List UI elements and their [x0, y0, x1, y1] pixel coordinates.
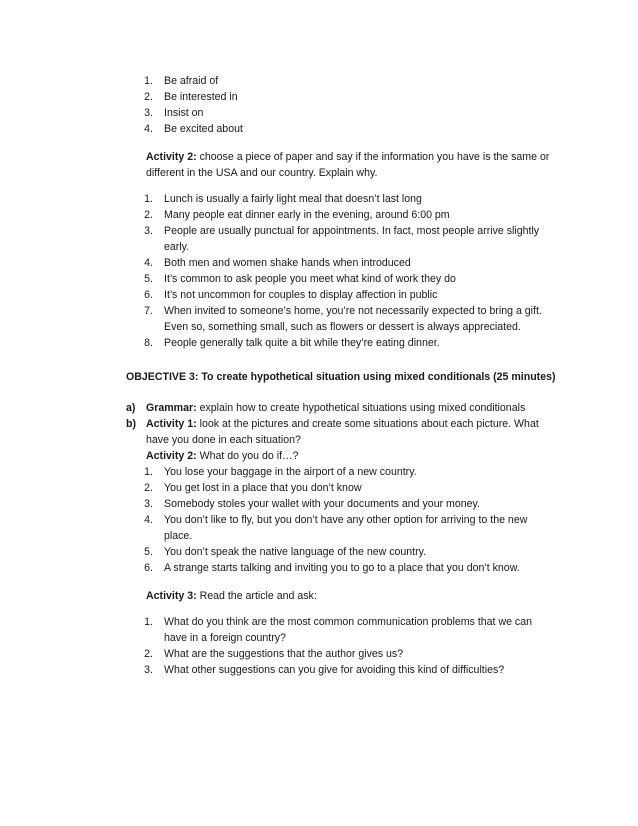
list-number: 4. [144, 514, 153, 526]
activity-text: choose a piece of paper and say if the information you have is the same or [196, 151, 550, 163]
list-item: Somebody stoles your wallet with your documents and your money. [164, 498, 481, 510]
list-number: 7. [144, 305, 153, 317]
list-item: A strange starts talking and inviting you to go to a place that you don’t know. [164, 562, 520, 574]
section-a-line [146, 400, 525, 416]
list-number: 2. [144, 648, 153, 660]
list-item: What are the suggestions that the author gives us? [164, 648, 404, 660]
activity-text: Read the article and ask: [196, 590, 317, 602]
list-number: 2. [144, 482, 153, 494]
list-number: 6. [144, 289, 153, 301]
list-item: You don’t speak the native language of the new country. [164, 546, 427, 558]
list-number: 3. [144, 225, 153, 237]
activity-text: What do you do if…? [196, 450, 299, 462]
list-item: You get lost in a place that you don’t know [164, 482, 362, 494]
list-item: What do you think are the most common communication problems that we can [164, 616, 533, 628]
list-item-continuation: Even so, something small, such as flowers or dessert is always appreciated. [164, 321, 521, 333]
activity-label: Activity 2: [146, 450, 197, 462]
list-number: 1. [144, 193, 153, 205]
list-item: You lose your baggage in the airport of a new country. [164, 466, 417, 478]
list-number: 3. [144, 498, 153, 510]
activity2-intro-line1 [146, 149, 549, 165]
list-number: 6. [144, 562, 153, 574]
list-item: What other suggestions can you give for avoiding this kind of difficulties? [164, 664, 505, 676]
list-number: 1. [144, 616, 153, 628]
list-number: 1. [144, 75, 153, 87]
grammar-text: explain how to create hypothetical situations using mixed conditionals [196, 402, 526, 414]
list-item: Lunch is usually a fairly light meal that doesn’t last long [164, 193, 422, 205]
list-number: 8. [144, 337, 153, 349]
list-number: 1. [144, 466, 153, 478]
list-item: You don’t like to fly, but you don’t have any other option for arriving to the new [164, 514, 528, 526]
list-item: When invited to someone’s home, you’re not necessarily expected to bring a gift. [164, 305, 542, 317]
list-number: 3. [144, 664, 153, 676]
list-item: Insist on [164, 107, 204, 119]
list-number: 4. [144, 123, 153, 135]
activity3-line [146, 588, 317, 604]
section-marker: a) [126, 402, 136, 414]
list-number: 4. [144, 257, 153, 269]
list-number: 5. [144, 546, 153, 558]
list-item-continuation: place. [164, 530, 193, 542]
list-item: Be afraid of [164, 75, 219, 87]
activity2-intro-line2: different in the USA and our country. Explain why. [146, 167, 378, 179]
section-b-line1 [146, 416, 539, 432]
list-item: Many people eat dinner early in the evening, around 6:00 pm [164, 209, 450, 221]
section-b-activity2 [146, 448, 299, 464]
list-item: Be excited about [164, 123, 243, 135]
list-number: 2. [144, 91, 153, 103]
list-number: 2. [144, 209, 153, 221]
section-b-line2: have you done in each situation? [146, 434, 301, 446]
activity-label: Activity 3: [146, 590, 197, 602]
activity-label: Activity 1: [146, 418, 197, 430]
activity-label: Activity 2: [146, 151, 197, 163]
list-number: 5. [144, 273, 153, 285]
list-item: People are usually punctual for appointments. In fact, most people arrive slightly [164, 225, 540, 237]
list-item-continuation: have in a foreign country? [164, 632, 286, 644]
list-item: It’s not uncommon for couples to display affection in public [164, 289, 438, 301]
section-marker: b) [126, 418, 136, 430]
list-item: It’s common to ask people you meet what kind of work they do [164, 273, 456, 285]
list-item: Both men and women shake hands when introduced [164, 257, 411, 269]
grammar-label: Grammar: [146, 402, 197, 414]
activity-text: look at the pictures and create some situations about each picture. What [196, 418, 539, 430]
list-item-continuation: early. [164, 241, 190, 253]
list-item: Be interested in [164, 91, 238, 103]
list-number: 3. [144, 107, 153, 119]
objective-heading: OBJECTIVE 3: To create hypothetical situation using mixed conditionals (25 minutes) [126, 371, 556, 383]
list-item: People generally talk quite a bit while they’re eating dinner. [164, 337, 440, 349]
